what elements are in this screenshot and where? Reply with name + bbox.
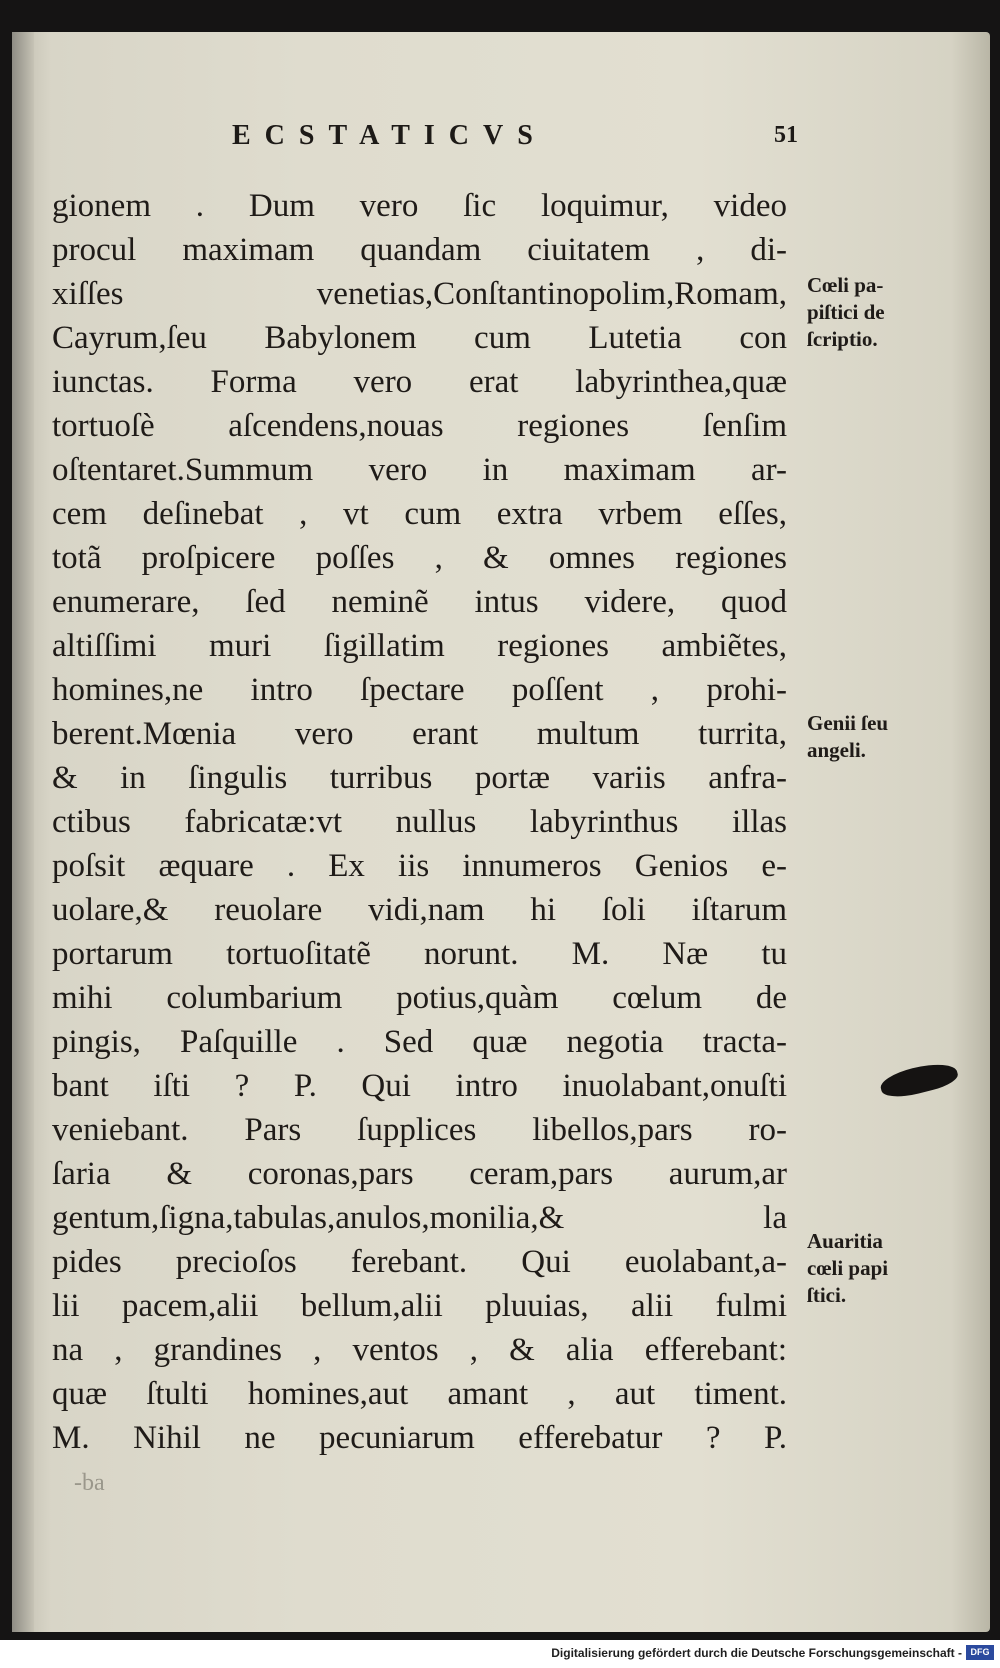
text-line: poſsit æquare . Ex iis innumeros Genios e- <box>52 848 787 884</box>
text-line: veniebant. Pars ſupplices libellos,pars ro- <box>52 1112 787 1148</box>
digitization-footer <box>0 1640 1000 1668</box>
margin-note-line: Cœli pa- <box>807 273 884 297</box>
book-page <box>12 32 990 1632</box>
text-line: M. Nihil ne pecuniarum efferebatur ? P. <box>52 1420 787 1456</box>
text-line: & in ſingulis turribus portæ variis anfra- <box>52 760 787 796</box>
text-line: ctibus fabricatæ:vt nullus labyrinthus illas <box>52 804 787 840</box>
digitization-credit: Digitalisierung gefördert durch die Deutsche Forschungsgemeinschaft - <box>551 1646 962 1660</box>
text-line: pides precioſos ferebant. Qui euolabant,a- <box>52 1244 787 1280</box>
margin-note-line: angeli. <box>807 738 866 762</box>
margin-note-avaritia <box>807 1228 957 1309</box>
running-head <box>12 120 990 160</box>
text-line: enumerare, ſed neminẽ intus videre, quod <box>52 584 787 620</box>
text-line: gentum,ſigna,tabulas,anulos,monilia,& la <box>52 1200 787 1236</box>
running-head-title: ECSTATICVS <box>232 120 547 151</box>
ink-stain <box>878 1058 960 1102</box>
text-line: totã proſpicere poſſes , & omnes regiones <box>52 540 787 576</box>
margin-note-genii <box>807 710 957 764</box>
text-line: gionem . Dum vero ſic loquimur, video <box>52 188 787 224</box>
text-line: uolare,& reuolare vidi,nam hi ſoli iſtarum <box>52 892 787 928</box>
text-line: berent.Mœnia vero erant multum turrita, <box>52 716 787 752</box>
text-line: cem deſinebat , vt cum extra vrbem eſſes, <box>52 496 787 532</box>
text-line: quæ ſtulti homines,aut amant , aut timent. <box>52 1376 787 1412</box>
text-line: tortuoſè aſcendens,nouas regiones ſenſim <box>52 408 787 444</box>
text-line: oſtentaret.Summum vero in maximam ar- <box>52 452 787 488</box>
text-line: iunctas. Forma vero erat labyrinthea,quæ <box>52 364 787 400</box>
text-line: pingis, Paſquille . Sed quæ negotia tracta- <box>52 1024 787 1060</box>
text-line: bant iſti ? P. Qui intro inuolabant,onuſti <box>52 1068 787 1104</box>
text-line: homines,ne intro ſpectare poſſent , prohi- <box>52 672 787 708</box>
text-line: xiſſes venetias,Conſtantinopolim,Romam, <box>52 276 787 312</box>
margin-note-line: piſtici de <box>807 300 885 324</box>
page-number: 51 <box>774 122 798 148</box>
text-line: lii pacem,alii bellum,alii pluuias, alii fulmi <box>52 1288 787 1324</box>
catchword-fragment: -ba <box>74 1470 105 1496</box>
text-line: procul maximam quandam ciuitatem , di- <box>52 232 787 268</box>
margin-note-line: Genii ſeu <box>807 711 889 735</box>
margin-note-description <box>807 272 957 353</box>
margin-note-line: cœli papi <box>807 1256 889 1280</box>
text-line: ſaria & coronas,pars ceram,pars aurum,ar <box>52 1156 787 1192</box>
text-line: portarum tortuoſitatẽ norunt. M. Næ tu <box>52 936 787 972</box>
text-line: na , grandines , ventos , & alia efferebant: <box>52 1332 787 1368</box>
margin-note-line: ſcriptio. <box>807 327 878 351</box>
body-text <box>52 184 787 1460</box>
text-line: mihi columbarium potius,quàm cœlum de <box>52 980 787 1016</box>
text-line: Cayrum,ſeu Babylonem cum Lutetia con <box>52 320 787 356</box>
page-gutter <box>12 32 34 1632</box>
text-line: altiſſimi muri ſigillatim regiones ambiẽtes, <box>52 628 787 664</box>
dfg-logo: DFG <box>966 1645 994 1660</box>
margin-note-line: ſtici. <box>807 1283 847 1307</box>
margin-note-line: Auaritia <box>807 1229 883 1253</box>
